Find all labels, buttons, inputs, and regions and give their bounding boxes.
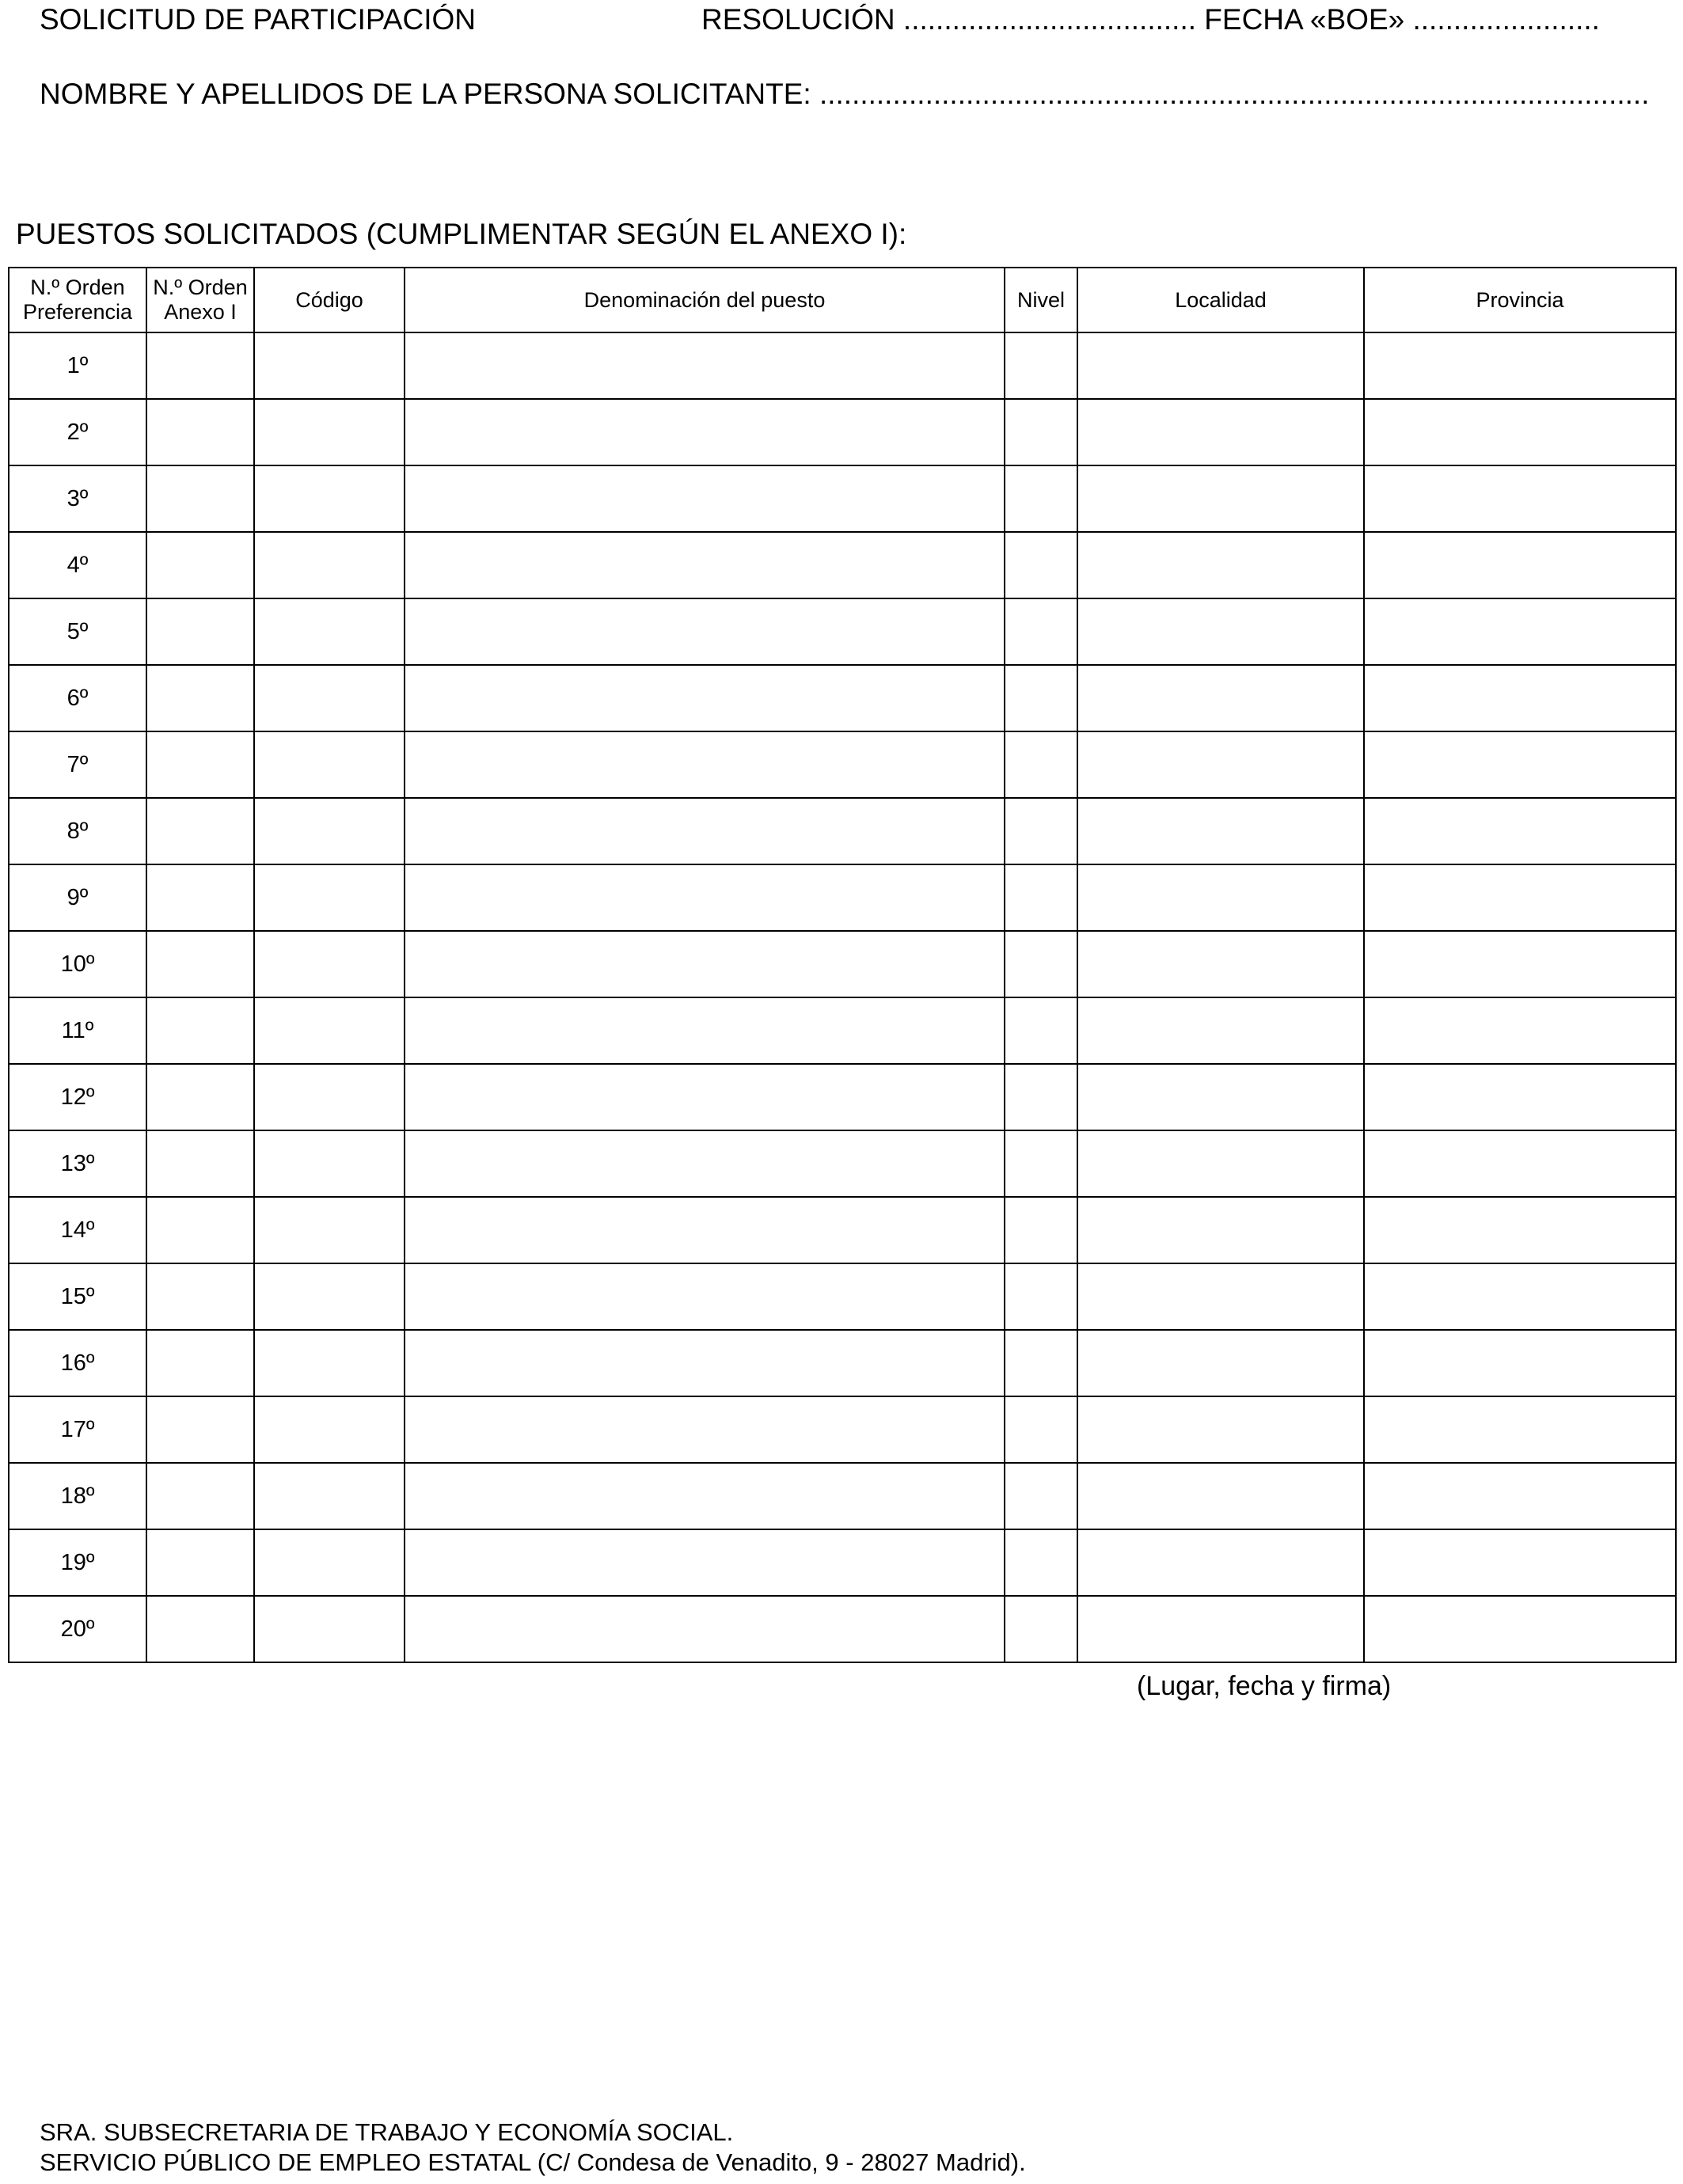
table-row [9,598,1676,665]
column-header-line: Nivel [1016,287,1065,312]
province-cell[interactable] [1364,665,1676,731]
level-cell[interactable] [1005,997,1077,1064]
level-cell[interactable] [1005,731,1077,798]
province-cell[interactable] [1364,1596,1676,1662]
code-cell[interactable] [254,1529,405,1596]
annex-order-cell[interactable] [146,332,254,399]
locality-cell[interactable] [1077,731,1364,798]
resolution-date-line: RESOLUCIÓN .................................... FECHA «BOE» ....................... [701,3,1600,36]
province-cell[interactable] [1364,1263,1676,1330]
position-name-cell[interactable] [405,1396,1005,1463]
province-cell[interactable] [1364,1130,1676,1197]
locality-cell[interactable] [1077,1130,1364,1197]
level-cell[interactable] [1005,1064,1077,1130]
preference-order-cell: 9º [9,864,146,931]
annex-order-cell[interactable] [146,1330,254,1396]
annex-order-cell[interactable] [146,1263,254,1330]
province-cell[interactable] [1364,798,1676,864]
level-cell[interactable] [1005,931,1077,997]
annex-order-cell[interactable] [146,931,254,997]
column-header-line: Provincia [1476,287,1564,312]
position-name-cell[interactable] [405,1330,1005,1396]
level-cell[interactable] [1005,1529,1077,1596]
province-cell[interactable] [1364,465,1676,532]
table-row [9,532,1676,598]
locality-cell[interactable] [1077,1596,1364,1662]
level-cell[interactable] [1005,798,1077,864]
position-name-cell[interactable] [405,665,1005,731]
table-row [9,1596,1676,1662]
preference-order-cell: 4º [9,532,146,598]
annex-order-cell[interactable] [146,1396,254,1463]
column-header-code [254,268,405,332]
annex-order-cell[interactable] [146,1064,254,1130]
table-row [9,798,1676,864]
level-cell[interactable] [1005,1330,1077,1396]
table-row [9,465,1676,532]
code-cell[interactable] [254,1064,405,1130]
preference-order-cell: 14º [9,1197,146,1263]
locality-cell[interactable] [1077,399,1364,465]
preference-order-cell: 11º [9,997,146,1064]
code-cell[interactable] [254,798,405,864]
preference-order-cell: 10º [9,931,146,997]
annex-order-cell[interactable] [146,665,254,731]
column-header-line: Localidad [1175,287,1267,312]
locality-cell[interactable] [1077,997,1364,1064]
province-cell[interactable] [1364,332,1676,399]
table-row [9,332,1676,399]
form-title: SOLICITUD DE PARTICIPACIÓN [40,3,476,36]
level-cell[interactable] [1005,1596,1077,1662]
code-cell[interactable] [254,532,405,598]
province-cell[interactable] [1364,1529,1676,1596]
preference-order-cell: 17º [9,1396,146,1463]
column-header-annex-order [146,268,254,332]
position-name-cell[interactable] [405,332,1005,399]
province-cell[interactable] [1364,931,1676,997]
section-heading: PUESTOS SOLICITADOS (CUMPLIMENTAR SEGÚN EL ANEXO I): [16,218,907,250]
annex-order-cell[interactable] [146,1596,254,1662]
code-cell[interactable] [254,399,405,465]
province-cell[interactable] [1364,1396,1676,1463]
table-row [9,1529,1676,1596]
preference-order-cell: 5º [9,598,146,665]
annex-order-cell[interactable] [146,598,254,665]
applicant-name-line: NOMBRE Y APELLIDOS DE LA PERSONA SOLICITANTE: ...................................................................................................... [40,78,1650,110]
level-cell[interactable] [1005,864,1077,931]
signature-caption: (Lugar, fecha y firma) [1137,1671,1392,1701]
code-cell[interactable] [254,1130,405,1197]
annex-order-cell[interactable] [146,864,254,931]
code-cell[interactable] [254,465,405,532]
position-name-cell[interactable] [405,1197,1005,1263]
table-row [9,1463,1676,1529]
table-row [9,1396,1676,1463]
annex-order-cell[interactable] [146,532,254,598]
code-cell[interactable] [254,931,405,997]
locality-cell[interactable] [1077,798,1364,864]
table-row [9,1263,1676,1330]
table-row [9,1330,1676,1396]
code-cell[interactable] [254,1330,405,1396]
preference-order-cell: 2º [9,399,146,465]
code-cell[interactable] [254,598,405,665]
position-name-cell[interactable] [405,997,1005,1064]
annex-order-cell[interactable] [146,997,254,1064]
table-row [9,731,1676,798]
preference-order-cell: 3º [9,465,146,532]
annex-order-cell[interactable] [146,798,254,864]
level-cell[interactable] [1005,1197,1077,1263]
preference-order-cell: 20º [9,1596,146,1662]
preference-order-cell: 8º [9,798,146,864]
locality-cell[interactable] [1077,598,1364,665]
code-cell[interactable] [254,1596,405,1662]
preference-order-cell: 18º [9,1463,146,1529]
level-cell[interactable] [1005,332,1077,399]
preference-order-cell: 16º [9,1330,146,1396]
position-name-cell[interactable] [405,798,1005,864]
annex-order-cell[interactable] [146,1130,254,1197]
locality-cell[interactable] [1077,665,1364,731]
level-cell[interactable] [1005,598,1077,665]
position-name-cell[interactable] [405,864,1005,931]
code-cell[interactable] [254,665,405,731]
column-header-line: N.º Orden [153,275,248,299]
table-row [9,997,1676,1064]
position-name-cell[interactable] [405,1130,1005,1197]
column-header-line: Denominación del puesto [583,287,826,312]
locality-cell[interactable] [1077,1197,1364,1263]
position-name-cell[interactable] [405,1064,1005,1130]
code-cell[interactable] [254,731,405,798]
preference-order-cell: 1º [9,332,146,399]
column-header-line: Anexo I [164,300,237,324]
positions-table [8,267,1677,1663]
preference-order-cell: 6º [9,665,146,731]
locality-cell[interactable] [1077,332,1364,399]
table-row [9,1064,1676,1130]
annex-order-cell[interactable] [146,1529,254,1596]
province-cell[interactable] [1364,1330,1676,1396]
preference-order-cell: 12º [9,1064,146,1130]
locality-cell[interactable] [1077,1064,1364,1130]
table-row [9,864,1676,931]
annex-order-cell[interactable] [146,1463,254,1529]
level-cell[interactable] [1005,1396,1077,1463]
locality-cell[interactable] [1077,1396,1364,1463]
table-row [9,1130,1676,1197]
position-name-cell[interactable] [405,1529,1005,1596]
province-cell[interactable] [1364,1197,1676,1263]
footer-address: SERVICIO PÚBLICO DE EMPLEO ESTATAL (C/ Condesa de Venadito, 9 - 28027 Madrid). [40,2148,1026,2176]
locality-cell[interactable] [1077,1529,1364,1596]
annex-order-cell[interactable] [146,1197,254,1263]
level-cell[interactable] [1005,1130,1077,1197]
position-name-cell[interactable] [405,731,1005,798]
column-header-line: N.º Orden [30,275,125,299]
code-cell[interactable] [254,1396,405,1463]
code-cell[interactable] [254,1197,405,1263]
province-cell[interactable] [1364,864,1676,931]
position-name-cell[interactable] [405,1463,1005,1529]
level-cell[interactable] [1005,532,1077,598]
annex-order-cell[interactable] [146,731,254,798]
column-header-line: Preferencia [22,300,133,324]
code-cell[interactable] [254,1463,405,1529]
province-cell[interactable] [1364,1064,1676,1130]
position-name-cell[interactable] [405,532,1005,598]
position-name-cell[interactable] [405,1263,1005,1330]
column-header-locality [1077,268,1364,332]
column-header-preference-order [9,268,146,332]
position-name-cell[interactable] [405,598,1005,665]
province-cell[interactable] [1364,731,1676,798]
position-name-cell[interactable] [405,465,1005,532]
code-cell[interactable] [254,997,405,1064]
code-cell[interactable] [254,864,405,931]
table-row [9,399,1676,465]
locality-cell[interactable] [1077,465,1364,532]
province-cell[interactable] [1364,399,1676,465]
level-cell[interactable] [1005,465,1077,532]
locality-cell[interactable] [1077,1330,1364,1396]
province-cell[interactable] [1364,532,1676,598]
code-cell[interactable] [254,1263,405,1330]
locality-cell[interactable] [1077,1463,1364,1529]
column-header-position-name [405,268,1005,332]
locality-cell[interactable] [1077,532,1364,598]
position-name-cell[interactable] [405,931,1005,997]
province-cell[interactable] [1364,598,1676,665]
code-cell[interactable] [254,332,405,399]
column-header-province [1364,268,1676,332]
level-cell[interactable] [1005,1463,1077,1529]
preference-order-cell: 7º [9,731,146,798]
locality-cell[interactable] [1077,864,1364,931]
table-header-row [9,268,1676,332]
table-row [9,931,1676,997]
table-row [9,1197,1676,1263]
locality-cell[interactable] [1077,1263,1364,1330]
level-cell[interactable] [1005,399,1077,465]
annex-order-cell[interactable] [146,465,254,532]
annex-order-cell[interactable] [146,399,254,465]
level-cell[interactable] [1005,665,1077,731]
preference-order-cell: 19º [9,1529,146,1596]
preference-order-cell: 13º [9,1130,146,1197]
column-header-line: Código [295,287,363,312]
preference-order-cell: 15º [9,1263,146,1330]
column-header-level [1005,268,1077,332]
province-cell[interactable] [1364,997,1676,1064]
level-cell[interactable] [1005,1263,1077,1330]
position-name-cell[interactable] [405,1596,1005,1662]
footer-addressee: SRA. SUBSECRETARIA DE TRABAJO Y ECONOMÍA SOCIAL. [40,2118,734,2146]
table-row [9,665,1676,731]
province-cell[interactable] [1364,1463,1676,1529]
position-name-cell[interactable] [405,399,1005,465]
locality-cell[interactable] [1077,931,1364,997]
